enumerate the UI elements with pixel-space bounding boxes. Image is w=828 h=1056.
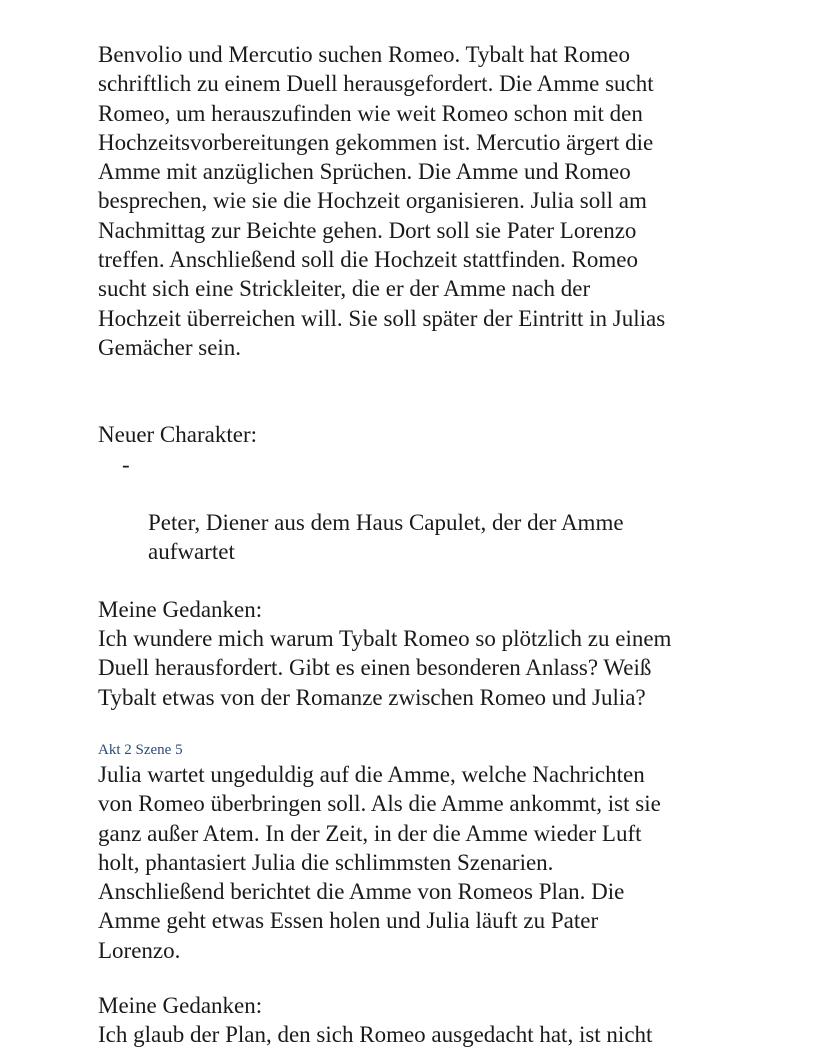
thoughts-heading: Meine Gedanken: [98,596,263,622]
thoughts-paragraph: Ich glaub der Plan, den sich Romeo ausgedacht hat, ist nicht [98,1022,653,1048]
character-description: Peter, Diener aus dem Haus Capulet, der der Amme aufwartet [148,510,624,565]
thoughts-heading: Meine Gedanken: [98,993,263,1019]
thoughts-paragraph: Ich wundere mich warum Tybalt Romeo so plötzlich zu einem Duell herausfordert. Gibt es einen besonderen Anlass? Weiß Tybalt etwas von der Romanze zwischen Romeo und Julia? [98,626,672,710]
list-item [98,450,778,567]
spacer [98,965,778,991]
spacer [98,712,778,740]
list-dash: - [122,451,130,477]
spacer [98,362,778,420]
spacer [98,567,778,595]
scene-paragraph: Julia wartet ungeduldig auf die Amme, welche Nachrichten von Romeo überbringen soll. Als die Amme ankommt, ist sie ganz außer Atem. In der Zeit, in der die Amme wieder Luft holt, phantasiert Julia die schlimmsten Szenarien. Anschließend berichtet die Amme von Romeos Plan. Die Amme geht etwas Essen holen und Julia läuft zu Pater Lorenzo. [98,761,661,963]
character-list [98,450,778,567]
scene-heading: Akt 2 Szene 5 [98,741,183,758]
document-page [98,40,778,1050]
summary-paragraph: Benvolio und Mercutio suchen Romeo. Tybalt hat Romeo schriftlich zu einem Duell herausgefordert. Die Amme sucht Romeo, um herauszufinden wie weit Romeo schon mit den Hochzeitsvorbereitungen gekommen ist. Mercutio ärgert die Amme mit anzüglichen Sprüchen. Die Amme und Romeo besprechen, wie sie die Hochzeit organisieren. Julia soll am Nachmittag zur Beichte gehen. Dort soll sie Pater Lorenzo treffen. Anschließend soll die Hochzeit stattfinden. Romeo sucht sich eine Strickleiter, die er der Amme nach der Hochzeit überreichen will. Sie soll später der Eintritt in Julias Gemächer sein. [98,42,666,360]
new-character-heading: Neuer Charakter: [98,422,258,448]
